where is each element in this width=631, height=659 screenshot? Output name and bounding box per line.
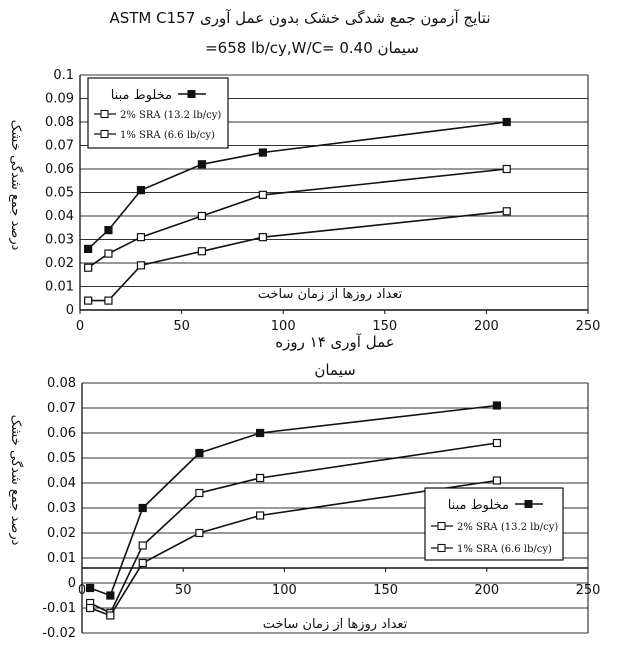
data-point <box>87 605 94 612</box>
data-point <box>85 264 92 271</box>
y-tick-label: 0.07 <box>47 401 76 416</box>
legend-label: 2% SRA (13.2 lb/cy) <box>120 110 222 121</box>
y-tick-label: -0.02 <box>42 626 76 641</box>
x-tick-label: 200 <box>473 319 499 334</box>
y-tick-label: 0.05 <box>47 451 76 466</box>
data-point <box>105 227 112 234</box>
x-tick-label: 0 <box>75 319 85 334</box>
x-tick-label: 100 <box>271 583 297 598</box>
x-axis-label: تعداد روزها از زمان ساخت <box>262 617 408 632</box>
data-point <box>107 612 114 619</box>
data-point <box>257 475 264 482</box>
data-point <box>87 585 94 592</box>
figure-title: ASTM C157 نتایج آزمون جمع شدگی خشک بدون عمل آوری <box>109 9 491 27</box>
data-point <box>139 542 146 549</box>
data-point <box>503 166 510 173</box>
data-point <box>259 149 266 156</box>
y-tick-label: 0 <box>65 303 74 318</box>
legend-label: 1% SRA (6.6 lb/cy) <box>457 544 552 555</box>
y-tick-label: 0.04 <box>47 476 76 491</box>
x-tick-label: 100 <box>270 319 296 334</box>
data-point <box>493 402 500 409</box>
bottom-chart <box>8 333 600 641</box>
y-tick-label: 0.01 <box>47 551 76 566</box>
y-tick-label: 0.04 <box>45 209 74 224</box>
legend-marker <box>101 111 108 118</box>
y-tick-label: 0.01 <box>45 279 74 295</box>
legend-label: 1% SRA (6.6 lb/cy) <box>120 130 215 141</box>
data-point <box>137 262 144 269</box>
data-point <box>493 477 500 484</box>
data-point <box>198 248 205 255</box>
y-tick-label: 0.1 <box>53 68 74 83</box>
legend-marker <box>438 523 445 530</box>
y-tick-label: 0.07 <box>45 138 74 154</box>
y-tick-label: 0.08 <box>47 376 76 391</box>
y-tick-label: 0.06 <box>45 162 74 177</box>
y-tick-label: 0.08 <box>45 115 74 130</box>
y-tick-label: 0.03 <box>47 501 76 516</box>
data-point <box>503 119 510 126</box>
y-tick-label: 0.03 <box>45 232 74 248</box>
top-chart <box>8 68 600 334</box>
data-point <box>107 592 114 599</box>
x-tick-label: 250 <box>575 319 601 334</box>
chart-title: عمل آوری ۱۴ روزه <box>275 333 395 351</box>
legend-marker <box>188 91 195 98</box>
y-axis-label: درصد جمع شدگی خشک <box>8 119 23 251</box>
legend-marker <box>101 131 108 138</box>
data-point <box>85 245 92 252</box>
data-point <box>257 512 264 519</box>
y-tick-label: 0.09 <box>45 91 74 107</box>
chart-subtitle: سیمان <box>314 361 356 379</box>
data-point <box>139 560 146 567</box>
legend-marker <box>438 545 445 552</box>
y-tick-label: 0 <box>67 576 76 591</box>
y-axis-label: درصد جمع شدگی خشک <box>8 414 23 546</box>
y-tick-label: 0.06 <box>47 426 76 441</box>
y-tick-label: 0.02 <box>45 256 74 271</box>
y-tick-label: 0.05 <box>45 185 74 201</box>
data-point <box>105 297 112 304</box>
data-point <box>85 297 92 304</box>
x-tick-label: 0 <box>77 583 87 598</box>
legend-marker <box>525 501 532 508</box>
y-tick-label: -0.01 <box>42 601 76 616</box>
data-point <box>257 430 264 437</box>
data-point <box>137 187 144 194</box>
data-point <box>493 440 500 447</box>
data-point <box>105 250 112 257</box>
data-point <box>137 234 144 241</box>
legend-label: مخلوط مبنا <box>110 88 172 103</box>
data-point <box>259 234 266 241</box>
data-point <box>198 213 205 220</box>
legend-label: مخلوط مبنا <box>447 498 509 513</box>
x-tick-label: 200 <box>474 583 500 598</box>
data-point <box>198 161 205 168</box>
legend-label: 2% SRA (13.2 lb/cy) <box>457 522 559 533</box>
figure-subtitle: =658 lb/cy,W/C= 0.40 سیمان <box>205 39 419 57</box>
x-tick-label: 50 <box>174 583 192 598</box>
data-point <box>196 490 203 497</box>
data-point <box>139 505 146 512</box>
data-point <box>503 208 510 215</box>
data-point <box>196 450 203 457</box>
x-tick-label: 150 <box>372 319 398 334</box>
x-axis-label: تعداد روزها از زمان ساخت <box>257 287 403 302</box>
x-tick-label: 150 <box>373 583 399 598</box>
x-tick-label: 50 <box>173 319 190 334</box>
x-tick-label: 250 <box>575 583 601 598</box>
data-point <box>259 191 266 198</box>
data-point <box>196 530 203 537</box>
y-tick-label: 0.02 <box>47 526 76 541</box>
